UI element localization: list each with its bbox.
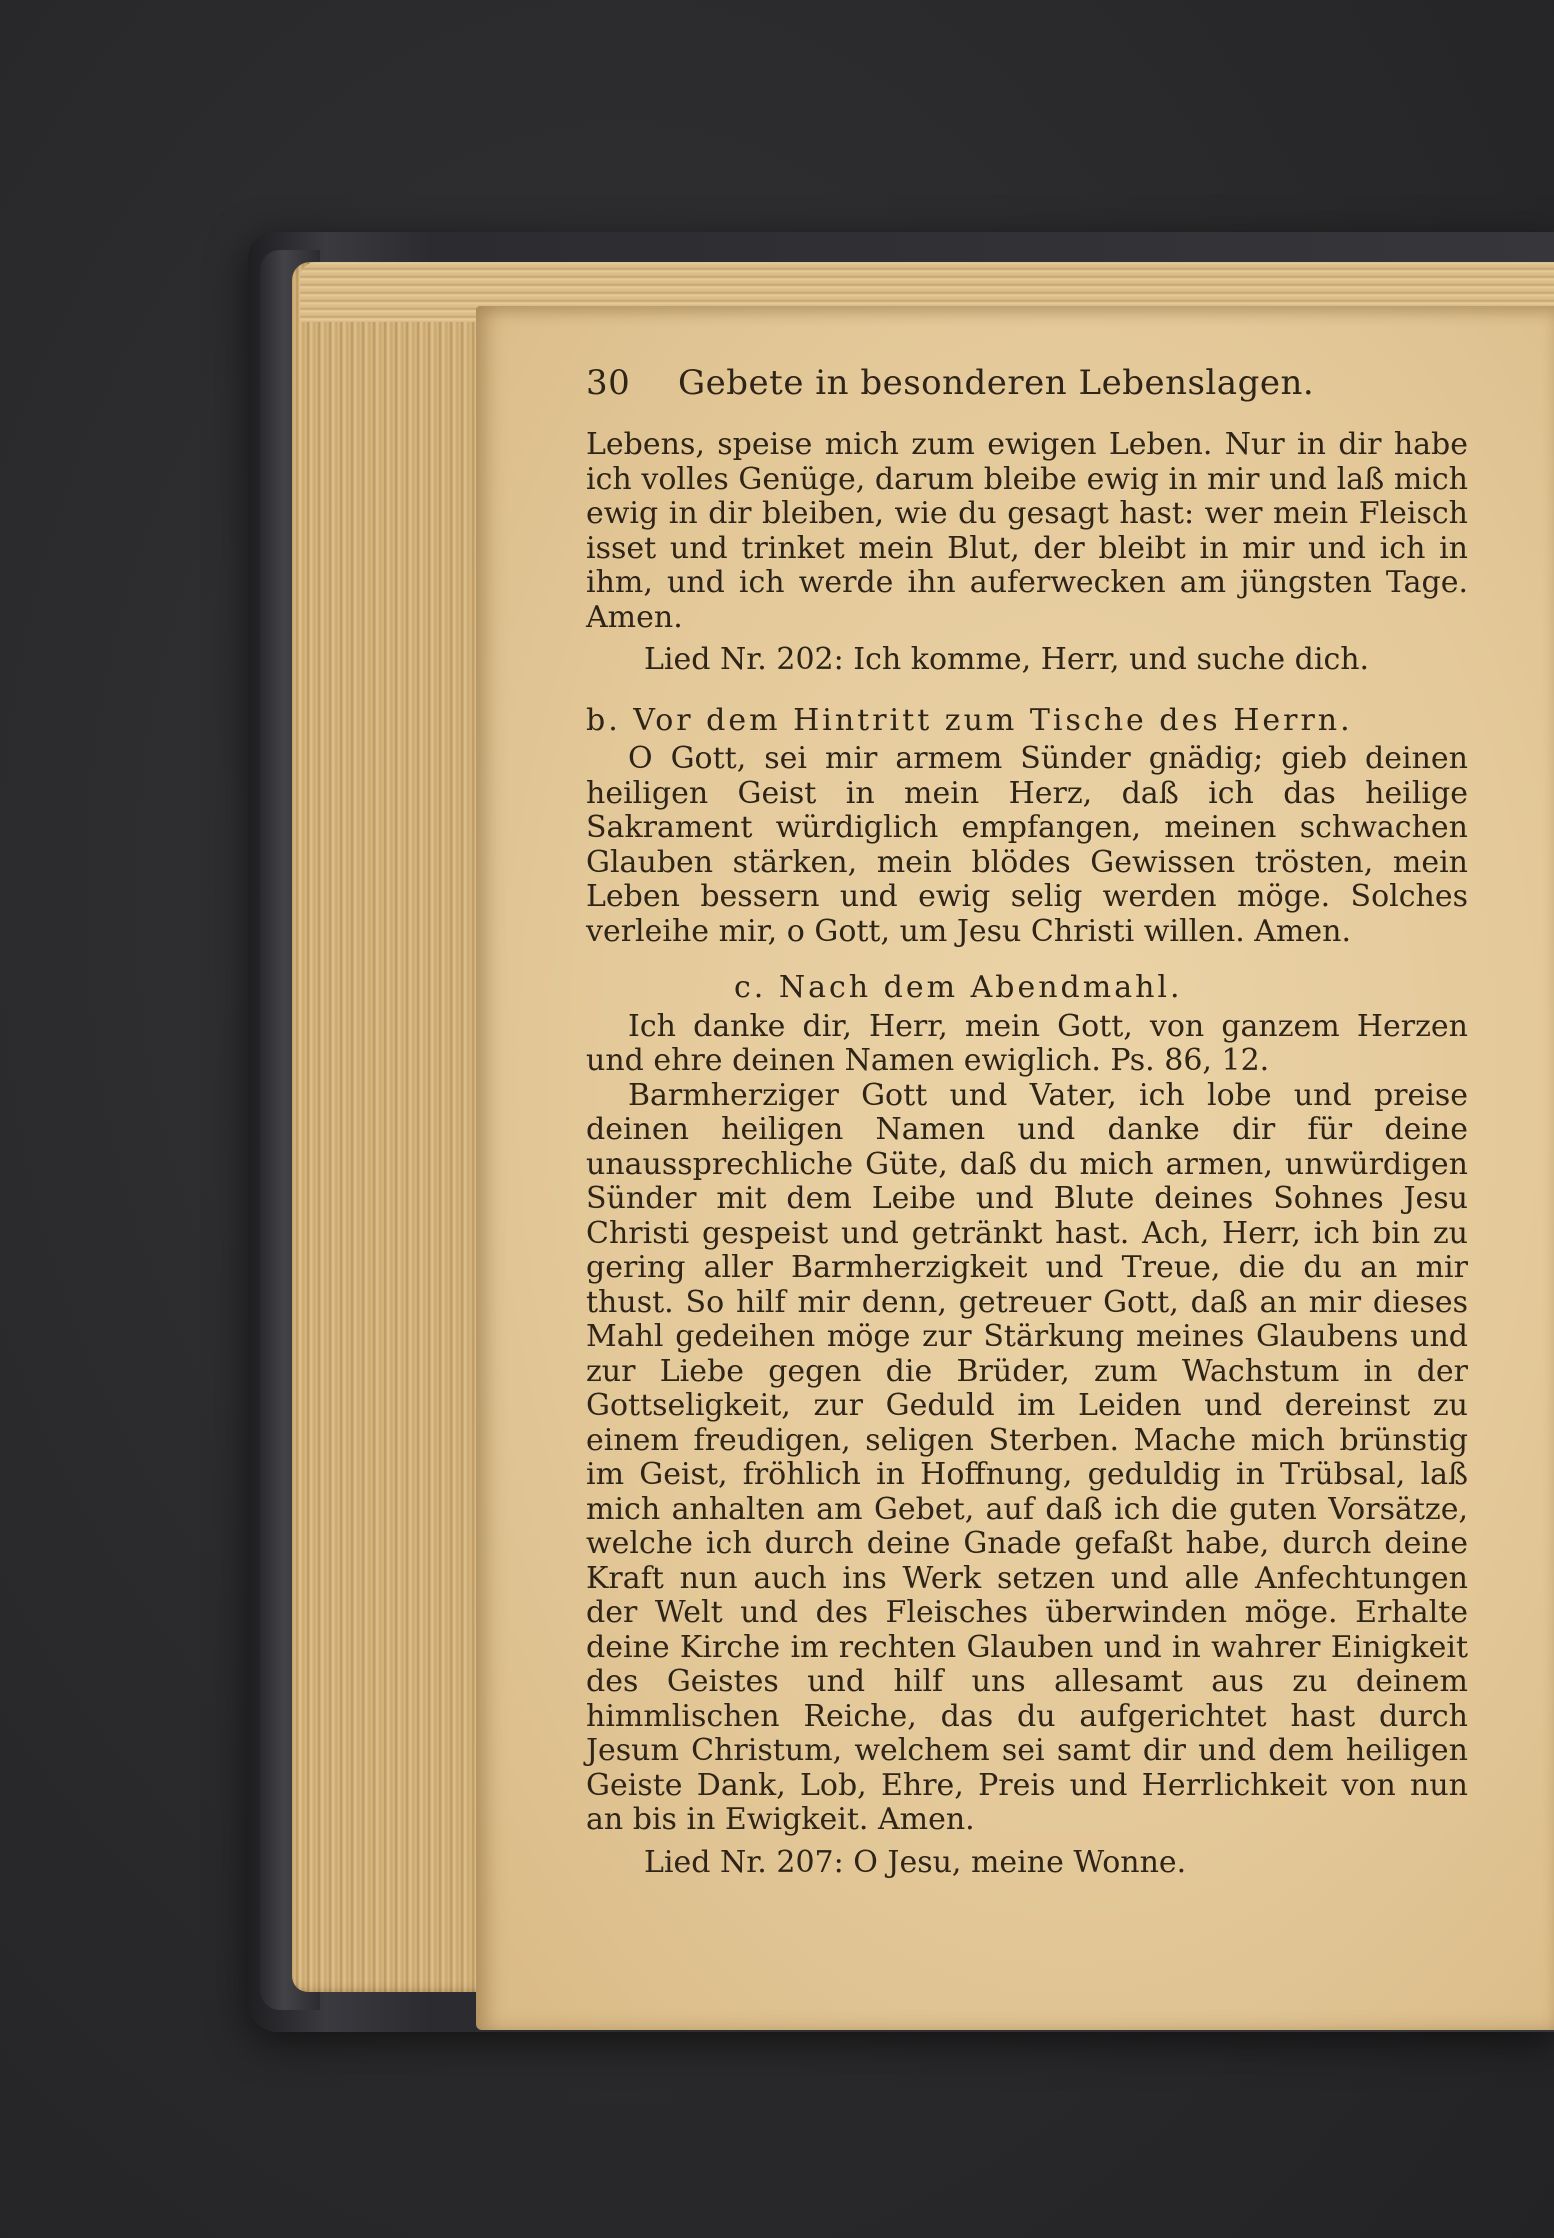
section-heading-c: c. Nach dem Abendmahl. — [734, 970, 1183, 1005]
psalm-quote: Ich danke dir, Herr, mein Gott, von ganzem Herzen und ehre deinen Namen ewiglich. Ps. 86, 12. — [586, 1008, 1468, 1078]
page-number: 30 — [586, 363, 631, 403]
hymn-reference-2: Lied Nr. 207: O Jesu, meine Wonne. — [644, 1844, 1187, 1880]
prayer-before-communion: O Gott, sei mir armem Sünder gnädig; gieb deinen heiligen Geist in mein Herz, daß ich das heilige Sakrament würdiglich empfangen, meinen schwachen Glauben stärken, mein blödes Gewissen trösten, mein Leben bessern und ewig selig werden möge. Solches verleihe mir, o Gott, um Jesu Christi willen. Amen. — [586, 741, 1468, 949]
paragraph-continuation: Lebens, speise mich zum ewigen Leben. Nur in dir habe ich volles Genüge, darum bleibe ewig in mir und laß mich ewig in dir bleiben, wie du gesagt hast: wer mein Fleisch isset und trinket mein Blut, der bleibt in mir und ich in ihm, und ich werde ihn auferwecken am jüngsten Tage. Amen. — [586, 427, 1468, 635]
page-text-block — [586, 363, 1468, 1880]
book-page — [476, 306, 1554, 2030]
page-edges-side — [292, 262, 492, 1992]
prayer-after-communion: Barmherziger Gott und Vater, ich lobe und preise deinen heiligen Namen und danke dir für deine unaussprechliche Güte, daß du mich armen, unwürdigen Sünder mit dem Leibe und Blute deines Sohnes Jesu Christi gespeist und getränkt hast. Ach, Herr, ich bin zu gering aller Barmherzigkeit und Treue, die du an mir thust. So hilf mir denn, getreuer Gott, daß an mir dieses Mahl gedeihen möge zur Stärkung meines Glaubens und zur Liebe gegen die Brüder, zum Wachstum in der Gottseligkeit, zur Geduld im Leiden und dereinst zu einem freudigen, seligen Sterben. Mache mich brünstig im Geist, fröhlich in Hoffnung, geduldig in Trübsal, laß mich anhalten am Gebet, auf daß ich die guten Vorsätze, welche ich durch deine Gnade gefaßt habe, durch deine Kraft nun auch ins Werk setzen und alle Anfechtungen der Welt und des Fleisches überwinden möge. Erhalte deine Kirche im rechten Glauben und in wahrer Einigkeit des Geistes und hilf uns allesamt aus zu deinem himmlischen Reiche, das du aufgerichtet hast durch Jesum Christum, welchem sei samt dir und dem heiligen Geiste Dank, Lob, Ehre, Preis und Herrlichkeit von nun an bis in Ewigkeit. Amen. — [586, 1077, 1468, 1837]
page-header — [586, 363, 1468, 428]
section-heading-b: b. Vor dem Hintritt zum Tische des Herrn. — [586, 702, 1353, 738]
running-title: Gebete in besonderen Lebenslagen. — [678, 363, 1315, 403]
hymn-reference-1: Lied Nr. 202: Ich komme, Herr, und suche dich. — [644, 642, 1370, 677]
